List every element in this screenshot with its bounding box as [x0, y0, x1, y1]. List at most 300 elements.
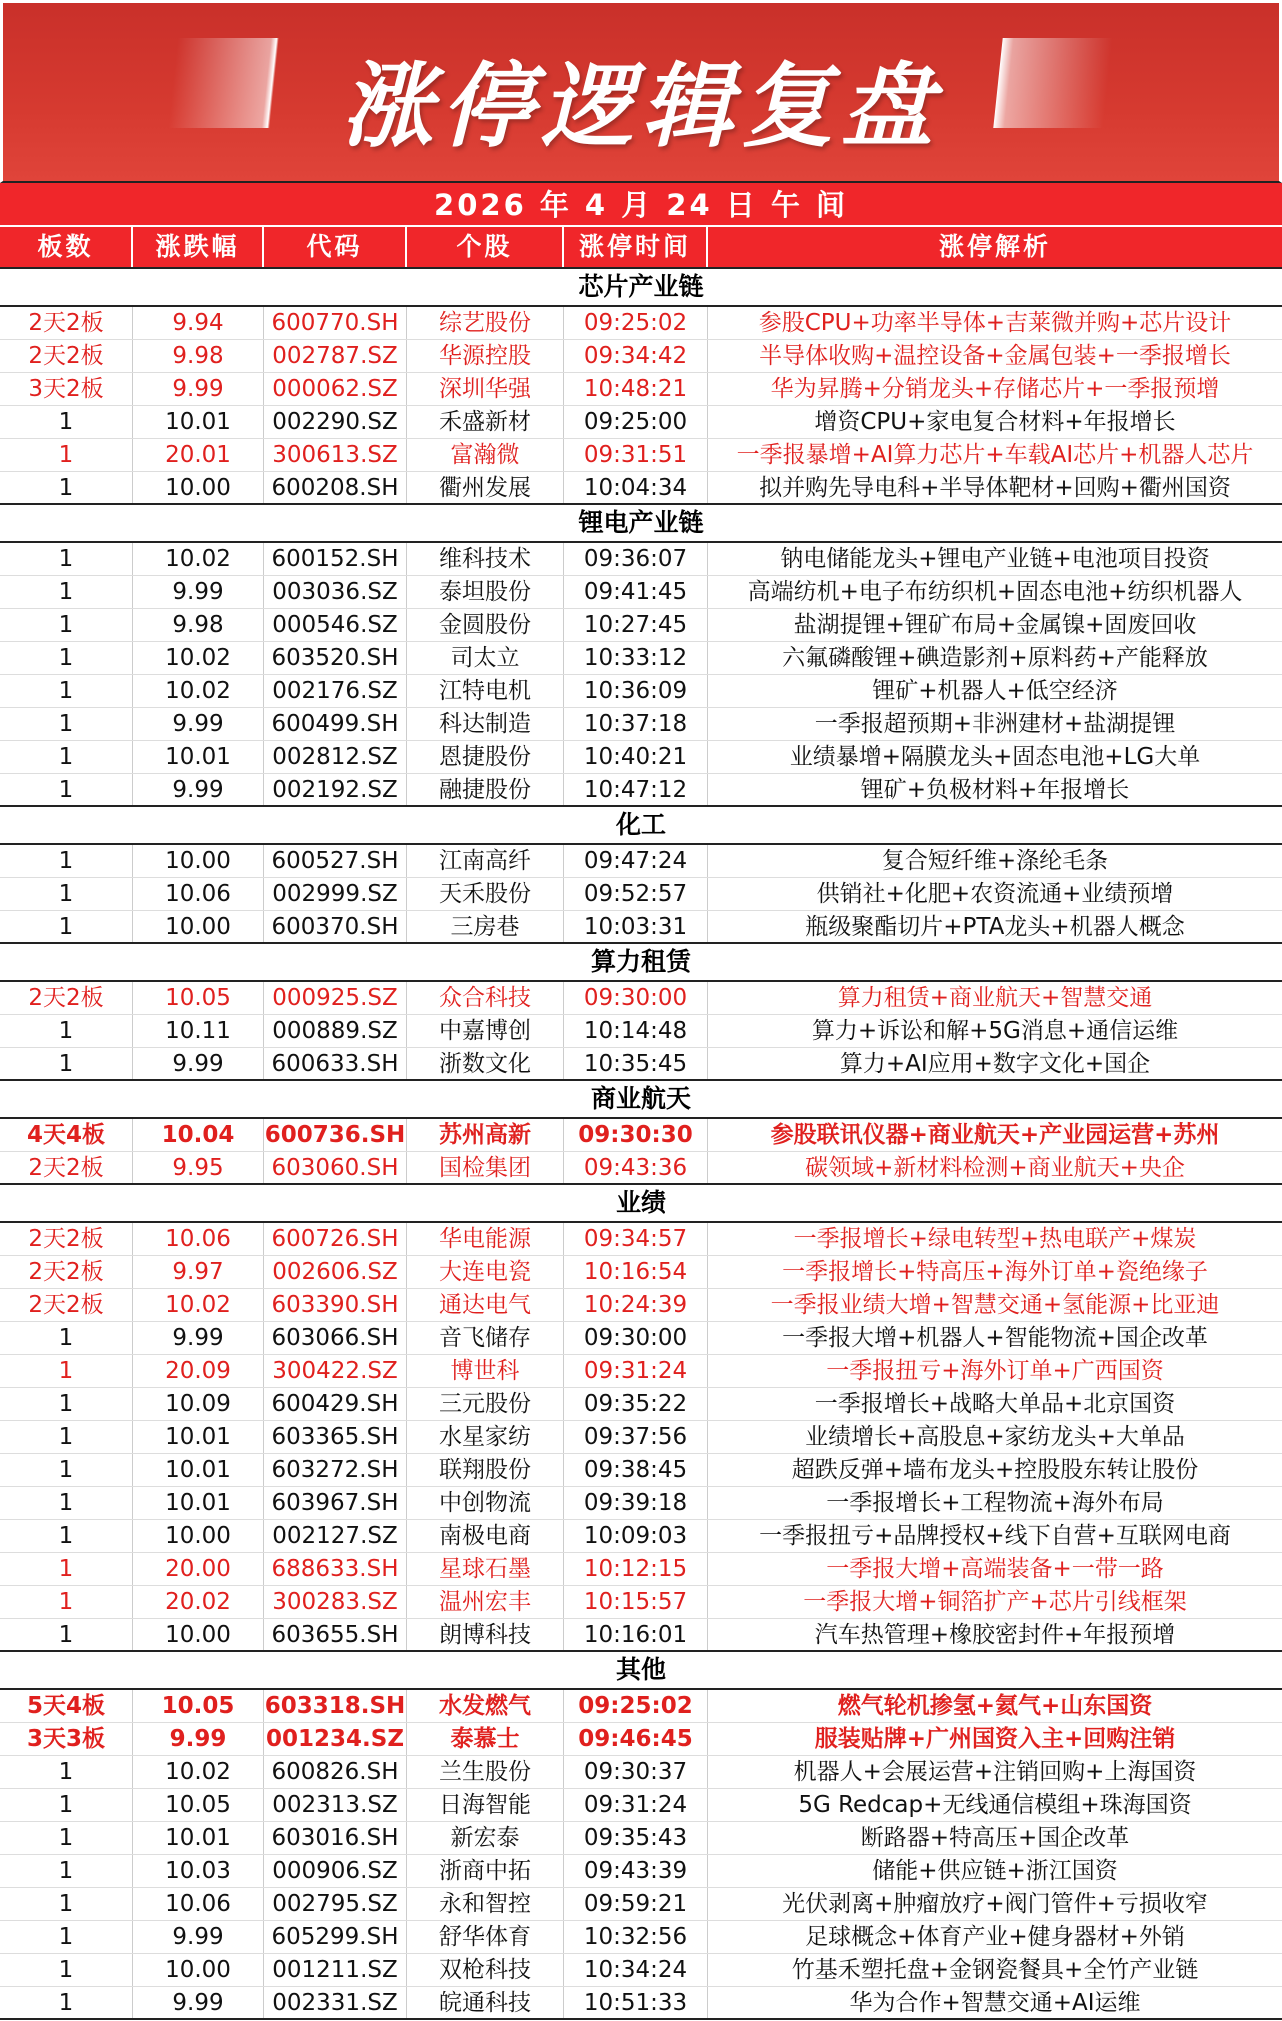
cell-limit-time: 10:03:31: [564, 911, 708, 942]
cell-limit-time: 10:32:56: [564, 1921, 708, 1953]
cell-change: 9.98: [133, 609, 264, 641]
cell-change: 10.01: [133, 1487, 264, 1519]
cell-limit-time: 09:30:00: [564, 1322, 708, 1354]
cell-stock: 浙数文化: [407, 1048, 564, 1079]
cell-analysis: 瓶级聚酯切片+PTA龙头+机器人概念: [805, 914, 1185, 940]
cell-code: 600152.SH: [264, 543, 407, 575]
cell-boards: 1: [0, 1355, 133, 1387]
cell-analysis: 一季报超预期+非洲建材+盐湖提锂: [814, 711, 1176, 737]
table-row[interactable]: [0, 982, 1282, 1015]
cell-code: 000546.SZ: [264, 609, 407, 641]
table-row[interactable]: [0, 1322, 1282, 1355]
table-row[interactable]: [0, 1388, 1282, 1421]
cell-code: 002606.SZ: [264, 1256, 407, 1288]
cell-limit-time: 10:04:34: [564, 472, 708, 503]
header-change: 涨跌幅(%): [133, 227, 264, 267]
cell-code: 000906.SZ: [264, 1855, 407, 1887]
cell-code: 002331.SZ: [264, 1987, 407, 2018]
cell-analysis: 供销社+化肥+农资流通+业绩预增: [816, 881, 1174, 907]
cell-change: 10.00: [133, 1954, 264, 1986]
section-header: 算力租赁: [0, 944, 1282, 982]
cell-limit-time: 09:46:45: [564, 1723, 708, 1755]
cell-code: 002192.SZ: [264, 774, 407, 805]
cell-code: 600208.SH: [264, 472, 407, 503]
table-row[interactable]: [0, 1553, 1282, 1586]
cell-stock: 江南高纤: [407, 845, 564, 877]
cell-boards: 1: [0, 1619, 133, 1650]
cell-stock: 司太立: [407, 642, 564, 674]
cell-stock: 朗博科技: [407, 1619, 564, 1650]
cell-stock: 皖通科技: [407, 1987, 564, 2018]
cell-analysis: 一季报业绩大增+智慧交通+氢能源+比亚迪: [770, 1292, 1220, 1318]
cell-analysis: 一季报大增+铜箔扩产+芯片引线框架: [803, 1589, 1187, 1615]
cell-limit-time: 10:47:12: [564, 774, 708, 805]
cell-change: 9.99: [133, 1921, 264, 1953]
cell-limit-time: 09:25:00: [564, 406, 708, 438]
cell-change: 10.03: [133, 1855, 264, 1887]
table-row[interactable]: [0, 1723, 1282, 1756]
cell-boards: 1: [0, 1520, 133, 1552]
table-row[interactable]: [0, 340, 1282, 373]
cell-code: 002787.SZ: [264, 340, 407, 372]
cell-stock: 双枪科技: [407, 1954, 564, 1986]
cell-analysis: 服装贴牌+广州国资入主+回购注销: [814, 1726, 1176, 1752]
cell-analysis: 一季报增长+特高压+海外订单+瓷绝缘子: [782, 1259, 1208, 1285]
cell-stock: 泰坦股份: [407, 576, 564, 608]
cell-limit-time: 10:51:33: [564, 1987, 708, 2018]
cell-limit-time: 10:34:24: [564, 1954, 708, 1986]
cell-change: 9.99: [133, 774, 264, 805]
cell-change: 20.02: [133, 1586, 264, 1618]
cell-stock: 深圳华强: [407, 373, 564, 405]
cell-limit-time: 09:43:39: [564, 1855, 708, 1887]
cell-stock: 衢州发展: [407, 472, 564, 503]
cell-stock: 音飞储存: [407, 1322, 564, 1354]
cell-limit-time: 10:14:48: [564, 1015, 708, 1047]
cell-boards: 1: [0, 543, 133, 575]
cell-stock: 天禾股份: [407, 878, 564, 910]
header-limit-time: 涨停时间: [564, 227, 708, 267]
cell-analysis: 六氟磷酸锂+碘造影剂+原料药+产能释放: [782, 645, 1208, 671]
cell-stock: 新宏泰: [407, 1822, 564, 1854]
cell-limit-time: 09:36:07: [564, 543, 708, 575]
cell-stock: 富瀚微: [407, 439, 564, 471]
cell-stock: 温州宏丰: [407, 1586, 564, 1618]
cell-analysis: 一季报增长+工程物流+海外布局: [826, 1490, 1164, 1516]
cell-code: 000062.SZ: [264, 373, 407, 405]
cell-change: 9.95: [133, 1152, 264, 1183]
cell-boards: 1: [0, 1888, 133, 1920]
cell-code: 600726.SH: [264, 1223, 407, 1255]
cell-boards: 1: [0, 1421, 133, 1453]
table-row[interactable]: [0, 774, 1282, 807]
table-row[interactable]: [0, 642, 1282, 675]
cell-analysis: 盐湖提锂+锂矿布局+金属镍+固废回收: [793, 612, 1197, 638]
banner: [0, 0, 1282, 183]
cell-boards: 1: [0, 1987, 133, 2018]
cell-change: 20.01: [133, 439, 264, 471]
cell-code: 600770.SH: [264, 307, 407, 339]
cell-stock: 中嘉博创: [407, 1015, 564, 1047]
cell-limit-time: 10:27:45: [564, 609, 708, 641]
cell-limit-time: 10:40:21: [564, 741, 708, 773]
cell-analysis: 高端纺机+电子布纺织机+固态电池+纺织机器人: [747, 579, 1243, 605]
cell-limit-time: 09:31:24: [564, 1789, 708, 1821]
table-row[interactable]: [0, 1048, 1282, 1081]
table-row[interactable]: [0, 878, 1282, 911]
cell-change: 10.02: [133, 1756, 264, 1788]
cell-stock: 泰慕士: [407, 1723, 564, 1755]
table-row[interactable]: [0, 472, 1282, 505]
cell-stock: 联翔股份: [407, 1454, 564, 1486]
cell-code: 300283.SZ: [264, 1586, 407, 1618]
cell-boards: 1: [0, 1756, 133, 1788]
cell-code: 603520.SH: [264, 642, 407, 674]
cell-change: 10.06: [133, 1223, 264, 1255]
table-row[interactable]: [0, 609, 1282, 642]
cell-boards: 1: [0, 878, 133, 910]
cell-analysis: 汽车热管理+橡胶密封件+年报预增: [814, 1622, 1176, 1648]
table-row[interactable]: [0, 1921, 1282, 1954]
cell-analysis: 碳领域+新材料检测+商业航天+央企: [805, 1155, 1185, 1181]
cell-stock: 苏州高新: [407, 1119, 564, 1151]
cell-change: 10.04: [133, 1119, 264, 1151]
table-row[interactable]: [0, 1015, 1282, 1048]
table-row[interactable]: [0, 1289, 1282, 1322]
cell-boards: 2天2板: [0, 307, 133, 339]
cell-stock: 博世科: [407, 1355, 564, 1387]
cell-code: 000925.SZ: [264, 982, 407, 1014]
cell-code: 300422.SZ: [264, 1355, 407, 1387]
cell-change: 10.01: [133, 1822, 264, 1854]
cell-boards: 4天4板: [0, 1119, 133, 1151]
cell-code: 001234.SZ: [264, 1723, 407, 1755]
section-header: 锂电产业链: [0, 505, 1282, 543]
cell-analysis: 华为昇腾+分销龙头+存储芯片+一季报预增: [770, 376, 1220, 402]
cell-change: 10.00: [133, 911, 264, 942]
cell-boards: 2天2板: [0, 1289, 133, 1321]
cell-analysis: 竹基禾塑托盘+金钢瓷餐具+全竹产业链: [791, 1957, 1199, 1983]
cell-change: 9.99: [133, 1987, 264, 2018]
cell-stock: 综艺股份: [407, 307, 564, 339]
cell-limit-time: 09:25:02: [564, 307, 708, 339]
cell-code: 002127.SZ: [264, 1520, 407, 1552]
header-analysis: 涨停解析: [938, 232, 1051, 261]
cell-limit-time: 09:30:30: [564, 1119, 708, 1151]
cell-analysis: 业绩增长+高股息+家纺龙头+大单品: [805, 1424, 1185, 1450]
table-row[interactable]: [0, 439, 1282, 472]
cell-stock: 三房巷: [407, 911, 564, 942]
cell-analysis: 光伏剥离+肿瘤放疗+阀门管件+亏损收窄: [782, 1891, 1208, 1917]
cell-limit-time: 10:37:18: [564, 708, 708, 740]
cell-change: 10.01: [133, 406, 264, 438]
table-row[interactable]: [0, 1223, 1282, 1256]
cell-code: 603655.SH: [264, 1619, 407, 1650]
cell-limit-time: 10:36:09: [564, 675, 708, 707]
cell-change: 9.98: [133, 340, 264, 372]
cell-analysis: 算力租赁+商业航天+智慧交通: [837, 985, 1153, 1011]
cell-analysis: 复合短纤维+涤纶毛条: [881, 848, 1109, 874]
cell-code: 600499.SH: [264, 708, 407, 740]
cell-stock: 江特电机: [407, 675, 564, 707]
cell-limit-time: 09:47:24: [564, 845, 708, 877]
cell-limit-time: 09:34:42: [564, 340, 708, 372]
cell-stock: 维科技术: [407, 543, 564, 575]
cell-boards: 1: [0, 1822, 133, 1854]
cell-limit-time: 09:37:56: [564, 1421, 708, 1453]
cell-boards: 2天2板: [0, 340, 133, 372]
cell-limit-time: 09:31:51: [564, 439, 708, 471]
cell-analysis: 断路器+特高压+国企改革: [860, 1825, 1130, 1851]
cell-boards: 1: [0, 911, 133, 942]
cell-analysis: 锂矿+机器人+低空经济: [872, 678, 1118, 704]
cell-change: 9.99: [133, 1723, 264, 1755]
cell-code: 002795.SZ: [264, 1888, 407, 1920]
table-row[interactable]: [0, 1822, 1282, 1855]
cell-limit-time: 09:35:43: [564, 1822, 708, 1854]
cell-boards: 2天2板: [0, 1223, 133, 1255]
table-row[interactable]: [0, 1355, 1282, 1388]
cell-analysis: 算力+AI应用+数字文化+国企: [839, 1051, 1151, 1077]
cell-limit-time: 09:59:21: [564, 1888, 708, 1920]
cell-stock: 华源控股: [407, 340, 564, 372]
cell-code: 002999.SZ: [264, 878, 407, 910]
cell-boards: 1: [0, 1322, 133, 1354]
cell-boards: 1: [0, 1954, 133, 1986]
cell-analysis: 一季报大增+高端装备+一带一路: [826, 1556, 1164, 1582]
table-row[interactable]: [0, 1454, 1282, 1487]
cell-limit-time: 10:24:39: [564, 1289, 708, 1321]
cell-code: 003036.SZ: [264, 576, 407, 608]
cell-boards: 1: [0, 406, 133, 438]
cell-boards: 2天2板: [0, 1152, 133, 1183]
cell-limit-time: 09:31:24: [564, 1355, 708, 1387]
cell-boards: 1: [0, 741, 133, 773]
table-row[interactable]: [0, 1690, 1282, 1723]
cell-analysis: 钠电储能龙头+锂电产业链+电池项目投资: [780, 546, 1210, 572]
cell-analysis: 一季报增长+战略大单品+北京国资: [814, 1391, 1176, 1417]
cell-limit-time: 10:16:01: [564, 1619, 708, 1650]
cell-change: 10.02: [133, 1289, 264, 1321]
cell-boards: 3天3板: [0, 1723, 133, 1755]
cell-limit-time: 09:41:45: [564, 576, 708, 608]
table-row[interactable]: [0, 1987, 1282, 2020]
cell-change: 10.05: [133, 982, 264, 1014]
cell-change: 9.99: [133, 1048, 264, 1079]
cell-stock: 通达电气: [407, 1289, 564, 1321]
cell-stock: 众合科技: [407, 982, 564, 1014]
cell-analysis: 拟并购先导电科+半导体靶材+回购+衢州国资: [759, 475, 1231, 501]
cell-stock: 水发燃气: [407, 1690, 564, 1722]
table-row[interactable]: [0, 911, 1282, 944]
table-row[interactable]: [0, 1119, 1282, 1152]
cell-change: 9.99: [133, 708, 264, 740]
cell-limit-time: 09:34:57: [564, 1223, 708, 1255]
cell-code: 600736.SH: [264, 1119, 407, 1151]
cell-code: 600527.SH: [264, 845, 407, 877]
cell-boards: 1: [0, 1454, 133, 1486]
cell-code: 600370.SH: [264, 911, 407, 942]
cell-analysis: 5G Redcap+无线通信模组+珠海国资: [798, 1792, 1192, 1818]
cell-limit-time: 10:33:12: [564, 642, 708, 674]
cell-limit-time: 09:52:57: [564, 878, 708, 910]
cell-stock: 金圆股份: [407, 609, 564, 641]
section-header: 商业航天: [0, 1081, 1282, 1119]
table-row[interactable]: [0, 1756, 1282, 1789]
cell-code: 603066.SH: [264, 1322, 407, 1354]
cell-limit-time: 10:48:21: [564, 373, 708, 405]
table-row[interactable]: [0, 1586, 1282, 1619]
cell-analysis: 半导体收购+温控设备+金属包装+一季报增长: [759, 343, 1231, 369]
cell-boards: 1: [0, 642, 133, 674]
header-stock: 个股: [407, 227, 564, 267]
cell-analysis: 一季报扭亏+品牌授权+线下自营+互联网电商: [759, 1523, 1231, 1549]
cell-stock: 恩捷股份: [407, 741, 564, 773]
cell-boards: 1: [0, 1855, 133, 1887]
cell-limit-time: 09:25:02: [564, 1690, 708, 1722]
header-boards: 板数: [0, 227, 133, 267]
cell-boards: 1: [0, 609, 133, 641]
table-row[interactable]: [0, 543, 1282, 576]
table-body: [0, 269, 1282, 2020]
cell-change: 10.06: [133, 1888, 264, 1920]
cell-boards: 1: [0, 1553, 133, 1585]
cell-code: 603390.SH: [264, 1289, 407, 1321]
cell-limit-time: 10:16:54: [564, 1256, 708, 1288]
cell-boards: 1: [0, 708, 133, 740]
table-row[interactable]: [0, 675, 1282, 708]
cell-stock: 三元股份: [407, 1388, 564, 1420]
cell-code: 600429.SH: [264, 1388, 407, 1420]
section-header: 业绩: [0, 1185, 1282, 1223]
table-row[interactable]: [0, 1789, 1282, 1822]
cell-stock: 大连电瓷: [407, 1256, 564, 1288]
cell-stock: 永和智控: [407, 1888, 564, 1920]
cell-stock: 南极电商: [407, 1520, 564, 1552]
cell-stock: 中创物流: [407, 1487, 564, 1519]
cell-stock: 华电能源: [407, 1223, 564, 1255]
cell-code: 000889.SZ: [264, 1015, 407, 1047]
cell-stock: 浙商中拓: [407, 1855, 564, 1887]
cell-stock: 国检集团: [407, 1152, 564, 1183]
cell-limit-time: 09:38:45: [564, 1454, 708, 1486]
cell-analysis: 算力+诉讼和解+5G消息+通信运维: [811, 1018, 1179, 1044]
table-row[interactable]: [0, 1520, 1282, 1553]
cell-boards: 1: [0, 1921, 133, 1953]
cell-code: 600826.SH: [264, 1756, 407, 1788]
cell-change: 10.09: [133, 1388, 264, 1420]
cell-change: 10.11: [133, 1015, 264, 1047]
table-row[interactable]: [0, 845, 1282, 878]
cell-change: 10.00: [133, 845, 264, 877]
table-row[interactable]: [0, 373, 1282, 406]
table-row[interactable]: [0, 1256, 1282, 1289]
cell-boards: 1: [0, 1789, 133, 1821]
section-header: 化工: [0, 807, 1282, 845]
cell-stock: 星球石墨: [407, 1553, 564, 1585]
cell-change: 9.97: [133, 1256, 264, 1288]
cell-change: 20.09: [133, 1355, 264, 1387]
cell-limit-time: 09:43:36: [564, 1152, 708, 1183]
cell-limit-time: 09:39:18: [564, 1487, 708, 1519]
cell-change: 20.00: [133, 1553, 264, 1585]
cell-change: 10.02: [133, 642, 264, 674]
cell-code: 688633.SH: [264, 1553, 407, 1585]
cell-change: 10.05: [133, 1690, 264, 1722]
table-row[interactable]: [0, 1152, 1282, 1185]
cell-code: 603016.SH: [264, 1822, 407, 1854]
cell-change: 10.00: [133, 472, 264, 503]
table-row[interactable]: [0, 741, 1282, 774]
cell-analysis: 机器人+会展运营+注销回购+上海国资: [793, 1759, 1197, 1785]
cell-change: 10.00: [133, 1520, 264, 1552]
table-row[interactable]: [0, 1619, 1282, 1652]
cell-analysis: 一季报大增+机器人+智能物流+国企改革: [782, 1325, 1208, 1351]
cell-change: 10.01: [133, 1421, 264, 1453]
section-header: 芯片产业链: [0, 269, 1282, 307]
cell-change: 10.01: [133, 1454, 264, 1486]
cell-boards: 1: [0, 1015, 133, 1047]
cell-change: 10.02: [133, 675, 264, 707]
table-row[interactable]: [0, 1954, 1282, 1987]
table-row[interactable]: [0, 1421, 1282, 1454]
cell-code: 603967.SH: [264, 1487, 407, 1519]
table-row[interactable]: [0, 1855, 1282, 1888]
cell-stock: 水星家纺: [407, 1421, 564, 1453]
cell-analysis: 一季报暴增+AI算力芯片+车载AI芯片+机器人芯片: [736, 442, 1254, 468]
cell-analysis: 参股联讯仪器+商业航天+产业园运营+苏州: [770, 1122, 1220, 1148]
cell-boards: 1: [0, 675, 133, 707]
cell-analysis: 储能+供应链+浙江国资: [872, 1858, 1118, 1884]
table-row[interactable]: [0, 406, 1282, 439]
cell-code: 603318.SH: [264, 1690, 407, 1722]
cell-boards: 1: [0, 774, 133, 805]
cell-change: 10.06: [133, 878, 264, 910]
cell-boards: 1: [0, 472, 133, 503]
cell-code: 002176.SZ: [264, 675, 407, 707]
table-row[interactable]: [0, 1888, 1282, 1921]
cell-change: 10.05: [133, 1789, 264, 1821]
cell-limit-time: 10:35:45: [564, 1048, 708, 1079]
cell-analysis: 足球概念+体育产业+健身器材+外销: [805, 1924, 1185, 1950]
table-row[interactable]: [0, 576, 1282, 609]
cell-change: 9.99: [133, 1322, 264, 1354]
cell-boards: 1: [0, 439, 133, 471]
table-row[interactable]: [0, 1487, 1282, 1520]
cell-code: 002313.SZ: [264, 1789, 407, 1821]
cell-limit-time: 10:15:57: [564, 1586, 708, 1618]
table-row[interactable]: [0, 307, 1282, 340]
cell-boards: 5天4板: [0, 1690, 133, 1722]
cell-code: 600633.SH: [264, 1048, 407, 1079]
cell-boards: 1: [0, 576, 133, 608]
cell-limit-time: 09:30:00: [564, 982, 708, 1014]
cell-change: 9.99: [133, 576, 264, 608]
cell-code: 002290.SZ: [264, 406, 407, 438]
cell-change: 10.02: [133, 543, 264, 575]
cell-analysis: 华为合作+智慧交通+AI运维: [849, 1990, 1141, 2016]
cell-analysis: 业绩暴增+隔膜龙头+固态电池+LG大单: [789, 744, 1201, 770]
table-row[interactable]: [0, 708, 1282, 741]
cell-boards: 3天2板: [0, 373, 133, 405]
cell-limit-time: 10:12:15: [564, 1553, 708, 1585]
cell-boards: 2天2板: [0, 1256, 133, 1288]
cell-boards: 1: [0, 1487, 133, 1519]
cell-stock: 禾盛新材: [407, 406, 564, 438]
cell-change: 9.94: [133, 307, 264, 339]
cell-analysis: 一季报扭亏+海外订单+广西国资: [826, 1358, 1164, 1384]
cell-change: 10.00: [133, 1619, 264, 1650]
